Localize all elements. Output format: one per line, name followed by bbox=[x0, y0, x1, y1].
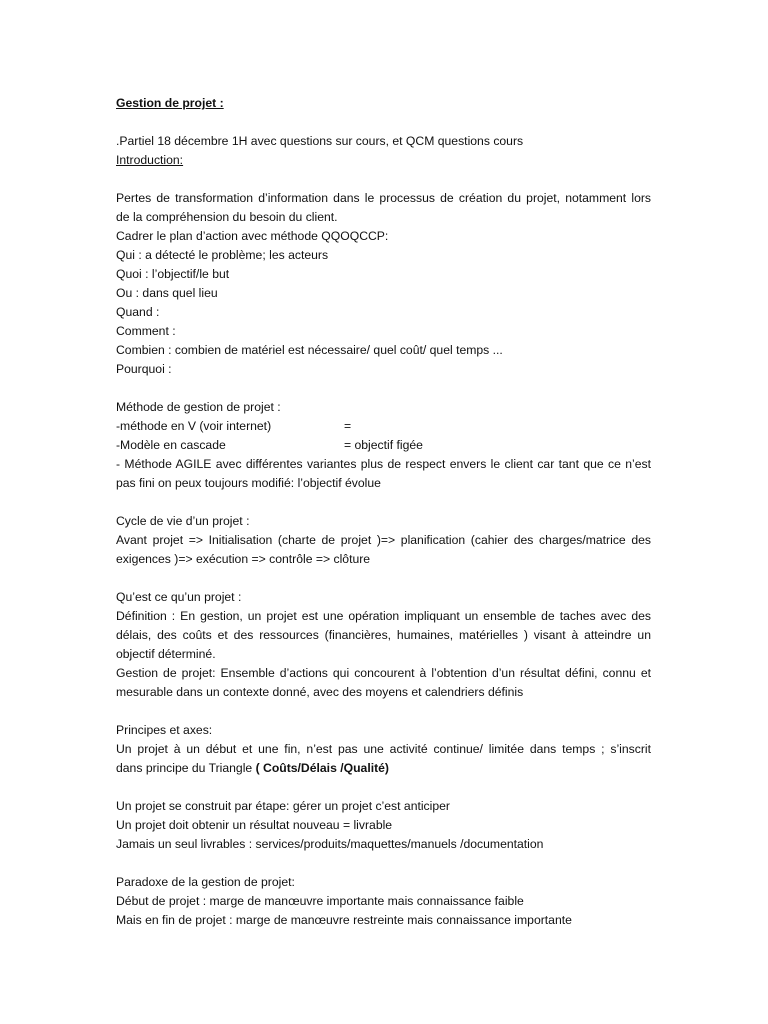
spacer bbox=[116, 170, 651, 189]
qui-line: Qui : a détecté le problème; les acteurs bbox=[116, 248, 329, 262]
spacer bbox=[116, 113, 651, 132]
cycle-line-1: Avant projet => Initialisation (charte de projet )=> planification (cahier des charges/matrice des bbox=[116, 533, 651, 547]
fin-line: Mais en fin de projet : marge de manœuvre restreinte mais connaissance importante bbox=[116, 913, 572, 927]
jamais-line: Jamais un seul livrables : services/produits/maquettes/manuels /documentation bbox=[116, 837, 544, 851]
etape-line: Un projet se construit par étape: gérer un projet c’est anticiper bbox=[116, 799, 450, 813]
livrable-line: Un projet doit obtenir un résultat nouveau = livrable bbox=[116, 818, 393, 832]
principes-line-1: Un projet à un début et une fin, n’est pas une activité continue/ limitée dans temps ; s’inscrit bbox=[116, 742, 651, 756]
combien-line: Combien : combien de matériel est nécessaire/ quel coût/ quel temps ... bbox=[116, 343, 503, 357]
triangle-bold: ( Coûts/Délais /Qualité) bbox=[255, 761, 389, 775]
quand-line: Quand : bbox=[116, 305, 160, 319]
cascade-label: -Modèle en cascade bbox=[116, 438, 226, 452]
spacer bbox=[116, 854, 651, 873]
ou-line: Ou : dans quel lieu bbox=[116, 286, 218, 300]
debut-line: Début de projet : marge de manœuvre importante mais connaissance faible bbox=[116, 894, 524, 908]
gestion-line-1: Gestion de projet: Ensemble d’actions qui concourent à l’obtention d’un résultat défini, connu et bbox=[116, 666, 651, 680]
agile-line-2: pas fini on peux toujours modifié: l’objectif évolue bbox=[116, 476, 381, 490]
spacer bbox=[116, 702, 651, 721]
definition-line-1: Définition : En gestion, un projet est une opération impliquant un ensemble de taches avec des bbox=[116, 609, 651, 623]
quoi-line: Quoi : l’objectif/le but bbox=[116, 267, 230, 281]
cycle-line-2: exigences )=> exécution => contrôle => clôture bbox=[116, 552, 371, 566]
spacer bbox=[116, 493, 651, 512]
agile-line-1: - Méthode AGILE avec différentes variantes plus de respect envers le client car tant que ce n’est bbox=[116, 457, 651, 471]
triangle-text: dans principe du Triangle bbox=[116, 761, 256, 775]
document-body bbox=[116, 94, 651, 930]
pertes-line-1: Pertes de transformation d’information dans le processus de création du projet, notamment lors bbox=[116, 191, 651, 205]
page-title: Gestion de projet : bbox=[116, 96, 224, 110]
spacer bbox=[116, 379, 651, 398]
methode-v-value: = bbox=[344, 419, 352, 433]
principes-line-2 bbox=[116, 759, 651, 778]
cycle-heading: Cycle de vie d’un projet : bbox=[116, 514, 250, 528]
cadrer-line: Cadrer le plan d’action avec méthode QQOQCCP: bbox=[116, 229, 389, 243]
definition-line-2: délais, des coûts et des ressources (financières, humaines, matérielles ) visant à atteindre un bbox=[116, 628, 651, 642]
cascade-line bbox=[116, 436, 651, 455]
methode-v-line bbox=[116, 417, 651, 436]
definition-line-3: objectif déterminé. bbox=[116, 647, 216, 661]
principes-heading: Principes et axes: bbox=[116, 723, 213, 737]
intro-heading: Introduction: bbox=[116, 153, 184, 167]
cascade-value: = objectif figée bbox=[344, 438, 423, 452]
pertes-line-2: de la compréhension du besoin du client. bbox=[116, 210, 338, 224]
pourquoi-line: Pourquoi : bbox=[116, 362, 172, 376]
gestion-line-2: mesurable dans un contexte donné, avec des moyens et calendriers définis bbox=[116, 685, 524, 699]
methode-v-label: -méthode en V (voir internet) bbox=[116, 419, 272, 433]
spacer bbox=[116, 569, 651, 588]
quest-heading: Qu’est ce qu’un projet : bbox=[116, 590, 242, 604]
comment-line: Comment : bbox=[116, 324, 176, 338]
paradoxe-heading: Paradoxe de la gestion de projet: bbox=[116, 875, 295, 889]
partiel-line: .Partiel 18 décembre 1H avec questions sur cours, et QCM questions cours bbox=[116, 134, 524, 148]
spacer bbox=[116, 778, 651, 797]
methode-heading: Méthode de gestion de projet : bbox=[116, 400, 281, 414]
